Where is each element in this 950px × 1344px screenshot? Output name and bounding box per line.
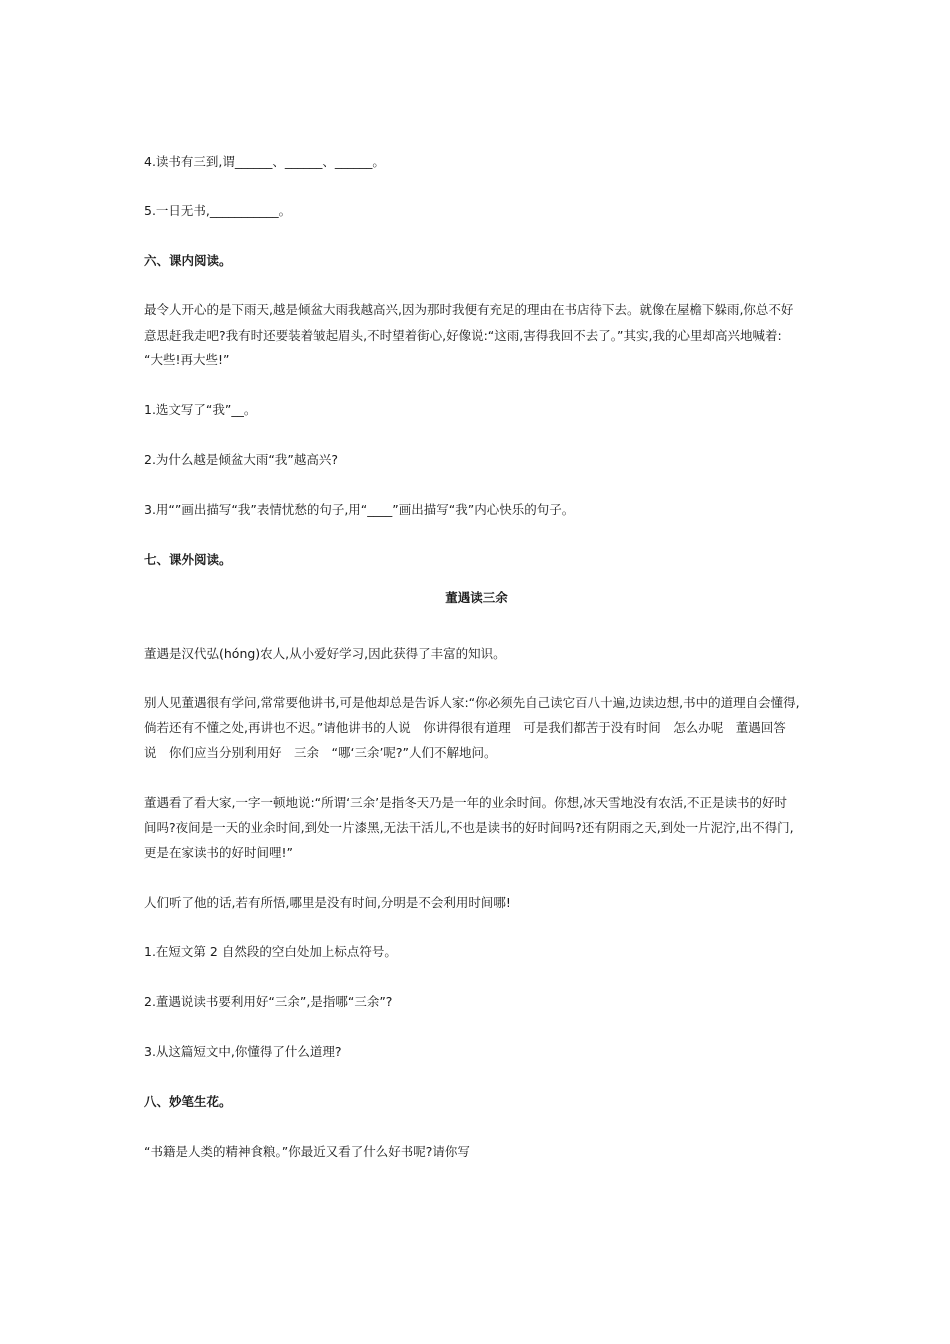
- section-6-question-1: 1.选文写了“我”__。: [144, 402, 257, 417]
- section-7-question-3: 3.从这篇短文中,你懂得了什么道理?: [144, 1044, 342, 1059]
- story-paragraph-2-line-2: 倘若还有不懂之处,再讲也不迟。”请他讲书的人说 你讲得很有道理 可是我们都苦于没有时间 怎么办呢 董遇回答: [144, 720, 786, 735]
- section-7-question-1: 1.在短文第 2 自然段的空白处加上标点符号。: [144, 944, 397, 959]
- story-paragraph-3-line-3: 更是在家读书的好时间哩!”: [144, 845, 293, 860]
- question-4: 4.读书有三到,谓______、______、______。: [144, 154, 385, 169]
- story-paragraph-3-line-2: 间吗?夜间是一天的业余时间,到处一片漆黑,无法干活儿,不也是读书的好时间吗?还有阴雨之天,到处一片泥泞,出不得门,: [144, 820, 794, 835]
- passage-6-line-1: 最令人开心的是下雨天,越是倾盆大雨我越高兴,因为那时我便有充足的理由在书店待下去。就像在屋檐下躲雨,你总不好: [144, 302, 794, 317]
- story-paragraph-1: 董遇是汉代弘(hóng)农人,从小爱好学习,因此获得了丰富的知识。: [144, 646, 506, 661]
- story-paragraph-2-line-3: 说 你们应当分别利用好 三余 “哪‘三余’呢?”人们不解地问。: [144, 745, 497, 760]
- section-7-heading: 七、课外阅读。: [144, 552, 232, 567]
- section-7-question-2: 2.董遇说读书要利用好“三余”,是指哪“三余”?: [144, 994, 393, 1009]
- story-paragraph-2-line-1: 别人见董遇很有学问,常常要他讲书,可是他却总是告诉人家:“你必须先自己读它百八十遍,边读边想,书中的道理自会懂得,: [144, 695, 800, 710]
- story-title: 董遇读三余: [445, 590, 508, 605]
- section-6-question-3: 3.用“”画出描写“我”表情忧愁的句子,用“____”画出描写“我”内心快乐的句子。: [144, 502, 575, 517]
- section-6-heading: 六、课内阅读。: [144, 253, 232, 268]
- section-8-heading: 八、妙笔生花。: [144, 1094, 232, 1109]
- story-paragraph-3-line-1: 董遇看了看大家,一字一顿地说:“所谓‘三余’是指冬天乃是一年的业余时间。你想,冰天雪地没有农活,不正是读书的好时: [144, 795, 788, 810]
- section-8-prompt: “书籍是人类的精神食粮。”你最近又看了什么好书呢?请你写: [144, 1144, 470, 1159]
- section-6-question-2: 2.为什么越是倾盆大雨“我”越高兴?: [144, 452, 339, 467]
- passage-6-line-3: “大些!再大些!”: [144, 352, 230, 367]
- story-paragraph-4: 人们听了他的话,若有所悟,哪里是没有时间,分明是不会利用时间哪!: [144, 895, 511, 910]
- question-5: 5.一日无书,___________。: [144, 203, 292, 218]
- passage-6-line-2: 意思赶我走吧?我有时还要装着皱起眉头,不时望着街心,好像说:“这雨,害得我回不去了。”其实,我的心里却高兴地喊着:: [144, 328, 782, 343]
